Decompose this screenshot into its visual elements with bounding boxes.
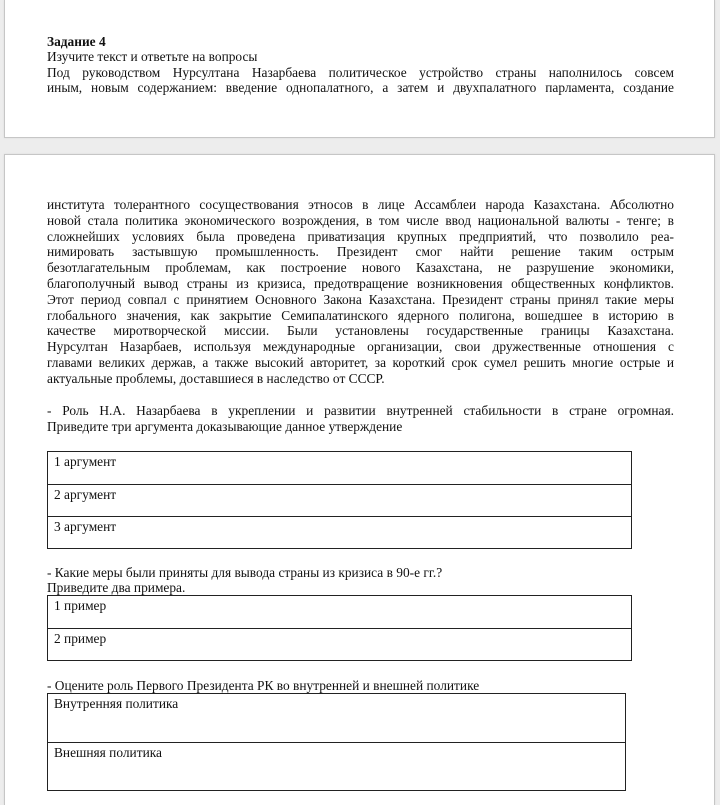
passage-line: благополучный вывод страны из кризиса, предотвращение возникновения общественных конфликтов. <box>47 276 674 291</box>
example-2-label: 2 пример <box>54 631 107 646</box>
question-3-text: - Оцените роль Первого Президента РК во внутренней и внешней политике <box>47 678 480 693</box>
example-1-field[interactable] <box>48 596 631 628</box>
passage-line: Этот период совпал с принятием Основного Закона Казахстана. Президент страны принял такие меры <box>47 292 674 307</box>
passage-line: сложнейших условиях была проведена приватизация крупных предприятий, что позволило реа- <box>47 229 674 244</box>
question-1-answer-table <box>47 451 632 549</box>
question-1-text: - Роль Н.А. Назарбаева в укреплении и развитии внутренней стабильности в стране огромная. <box>47 403 674 418</box>
passage-line: качестве миротворческой миссии. Были установлены государственные границы Казахстана. <box>47 323 674 338</box>
question-3-answer-table <box>47 693 626 791</box>
argument-3-label: 3 аргумент <box>54 519 117 534</box>
task-instruction: Изучите текст и ответьте на вопросы <box>47 49 258 64</box>
argument-1-field[interactable] <box>48 452 631 484</box>
example-1-label: 1 пример <box>54 598 107 613</box>
foreign-policy-label: Внешняя политика <box>54 745 162 760</box>
argument-2-field[interactable] <box>48 484 631 516</box>
passage-line: глобального значения, как закрытие Семипалатинского ядерного полигона, вошедшее в историю в <box>47 308 674 323</box>
passage-line: главами великих держав, а также высокий авторитет, за короткий срок сумел решить многие острые и <box>47 355 674 370</box>
foreign-policy-field[interactable] <box>48 742 625 790</box>
document-page-1 <box>4 0 715 138</box>
passage-line: актуальные проблемы, доставшиеся в наследство от СССР. <box>47 371 385 386</box>
intro-line: Под руководством Нурсултана Назарбаева политическое устройство страны наполнилось совсем <box>47 65 674 80</box>
argument-3-field[interactable] <box>48 516 631 548</box>
task-title: Задание 4 <box>47 34 106 49</box>
question-2-text: - Какие меры были приняты для вывода страны из кризиса в 90-е гг.? <box>47 565 443 580</box>
passage-line: новой стала политика экономического возрождения, в том числе ввод национальной валюты - тенге; в <box>47 213 674 228</box>
example-2-field[interactable] <box>48 628 631 660</box>
question-1-text: Приведите три аргумента доказывающие данное утверждение <box>47 419 403 434</box>
question-2-answer-table <box>47 595 632 661</box>
document-page-2 <box>4 154 715 805</box>
passage-line: безотлагательным проблемам, как построение нового Казахстана, не разрушение экономики, <box>47 260 674 275</box>
argument-2-label: 2 аргумент <box>54 487 117 502</box>
domestic-policy-field[interactable] <box>48 694 625 742</box>
passage-line: Нурсултан Назарбаев, используя международные организации, свои дружественные отношения с <box>47 339 674 354</box>
passage-line: нимировать застывшую промышленность. Президент смог найти решение таким острым <box>47 244 674 259</box>
intro-line: иным, новым содержанием: введение однопалатного, а затем и двухпалатного парламента, создание <box>47 80 674 95</box>
question-2-text: Приведите два примера. <box>47 580 186 595</box>
domestic-policy-label: Внутренняя политика <box>54 696 179 711</box>
argument-1-label: 1 аргумент <box>54 454 117 469</box>
passage-line: института толерантного сосуществования этносов в лице Ассамблеи народа Казахстана. Абсолютно <box>47 197 674 212</box>
